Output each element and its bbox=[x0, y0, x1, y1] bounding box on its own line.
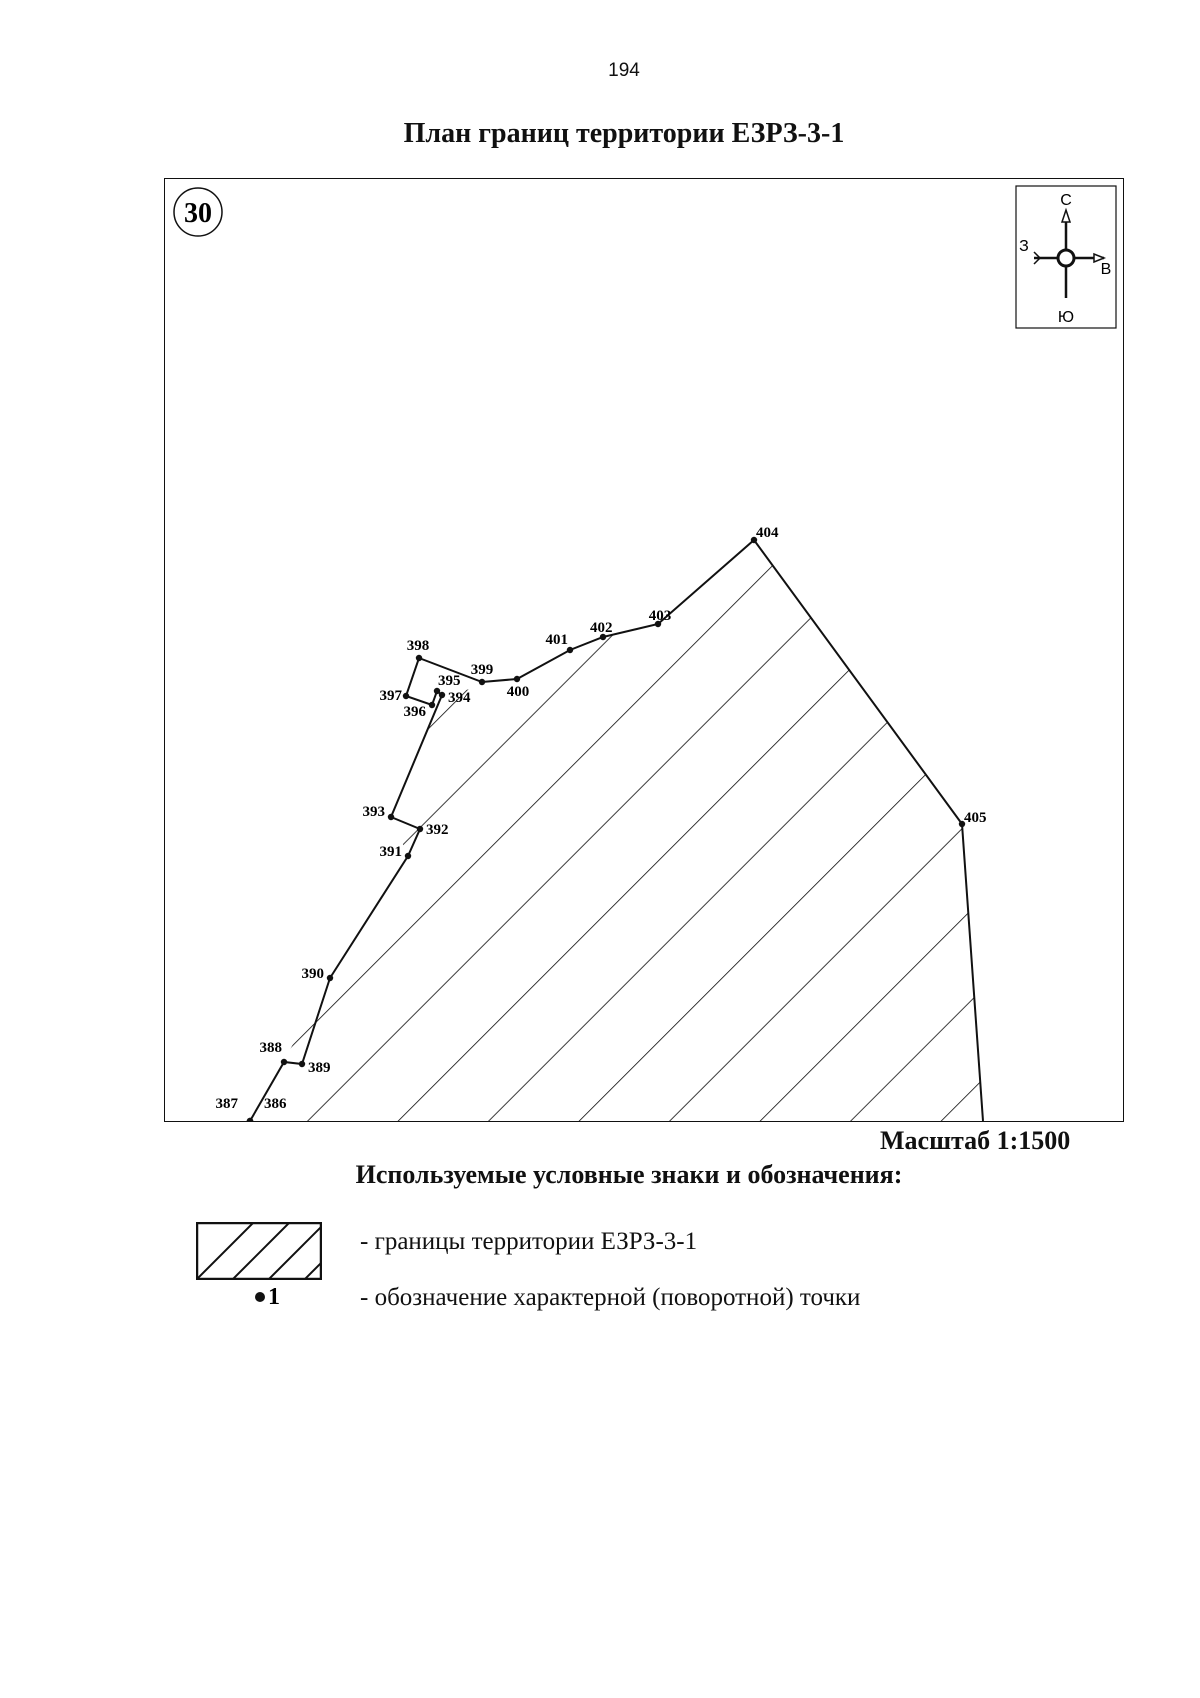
boundary-point-390 bbox=[327, 975, 333, 981]
boundary-point-label-387: 387 bbox=[215, 1096, 238, 1112]
boundary-point-392 bbox=[417, 826, 423, 832]
boundary-point-391 bbox=[405, 853, 411, 859]
boundary-point-label-398: 398 bbox=[406, 638, 430, 654]
boundary-point-label-393: 393 bbox=[362, 804, 385, 820]
boundary-point-393 bbox=[388, 814, 394, 820]
boundary-point-399 bbox=[479, 679, 485, 685]
boundary-point-397 bbox=[403, 693, 409, 699]
boundary-point-label-402: 402 bbox=[590, 620, 613, 636]
legend-item-point: - обозначение характерной (поворотной) точки bbox=[360, 1284, 861, 1311]
boundary-point-label-404: 404 bbox=[756, 525, 779, 541]
legend-item-boundary: - границы территории ЕЗРЗ-3-1 bbox=[360, 1228, 698, 1255]
boundary-point-label-405: 405 bbox=[964, 810, 987, 826]
boundary-plan-map bbox=[164, 178, 1124, 1122]
sheet-number: 30 bbox=[184, 198, 212, 229]
boundary-point-389 bbox=[299, 1061, 305, 1067]
compass-north-label: С bbox=[1060, 192, 1072, 209]
compass-west-label: З bbox=[1019, 238, 1029, 255]
boundary-point-label-390: 390 bbox=[301, 966, 324, 982]
boundary-point-label-395: 395 bbox=[438, 673, 461, 689]
legend-hatch-symbol bbox=[196, 1222, 322, 1285]
legend-heading: Используемые условные знаки и обозначения: bbox=[355, 1160, 903, 1189]
boundary-point-label-388: 388 bbox=[259, 1040, 282, 1056]
map-scale: Масштаб 1:1500 bbox=[880, 1126, 1071, 1155]
boundary-point-label-394: 394 bbox=[448, 690, 471, 706]
boundary-point-388 bbox=[281, 1059, 287, 1065]
boundary-point-label-392: 392 bbox=[426, 822, 449, 838]
boundary-point-398 bbox=[416, 655, 422, 661]
map-frame bbox=[164, 178, 1124, 1122]
legend-point-symbol bbox=[252, 1280, 292, 1315]
compass-south-label: Ю bbox=[1057, 309, 1075, 326]
boundary-point-396 bbox=[429, 702, 435, 708]
boundary-point-label-401: 401 bbox=[545, 632, 568, 648]
boundary-point-label-397: 397 bbox=[379, 688, 402, 704]
compass-east-label: В bbox=[1100, 261, 1112, 278]
boundary-point-400 bbox=[514, 676, 520, 682]
boundary-point-label-400: 400 bbox=[506, 684, 530, 700]
boundary-point-label-386: 386 bbox=[264, 1096, 287, 1112]
boundary-point-label-399: 399 bbox=[470, 662, 494, 678]
boundary-point-label-396: 396 bbox=[403, 704, 426, 720]
page-number: 194 bbox=[608, 60, 640, 81]
boundary-point-label-391: 391 bbox=[379, 844, 402, 860]
boundary-point-label-389: 389 bbox=[308, 1060, 331, 1076]
boundary-point-label-403: 403 bbox=[648, 608, 672, 624]
boundary-point-394 bbox=[439, 692, 445, 698]
map-title: План границ территории ЕЗРЗ-3-1 bbox=[403, 118, 845, 149]
legend-point-label: 1 bbox=[268, 1284, 280, 1310]
